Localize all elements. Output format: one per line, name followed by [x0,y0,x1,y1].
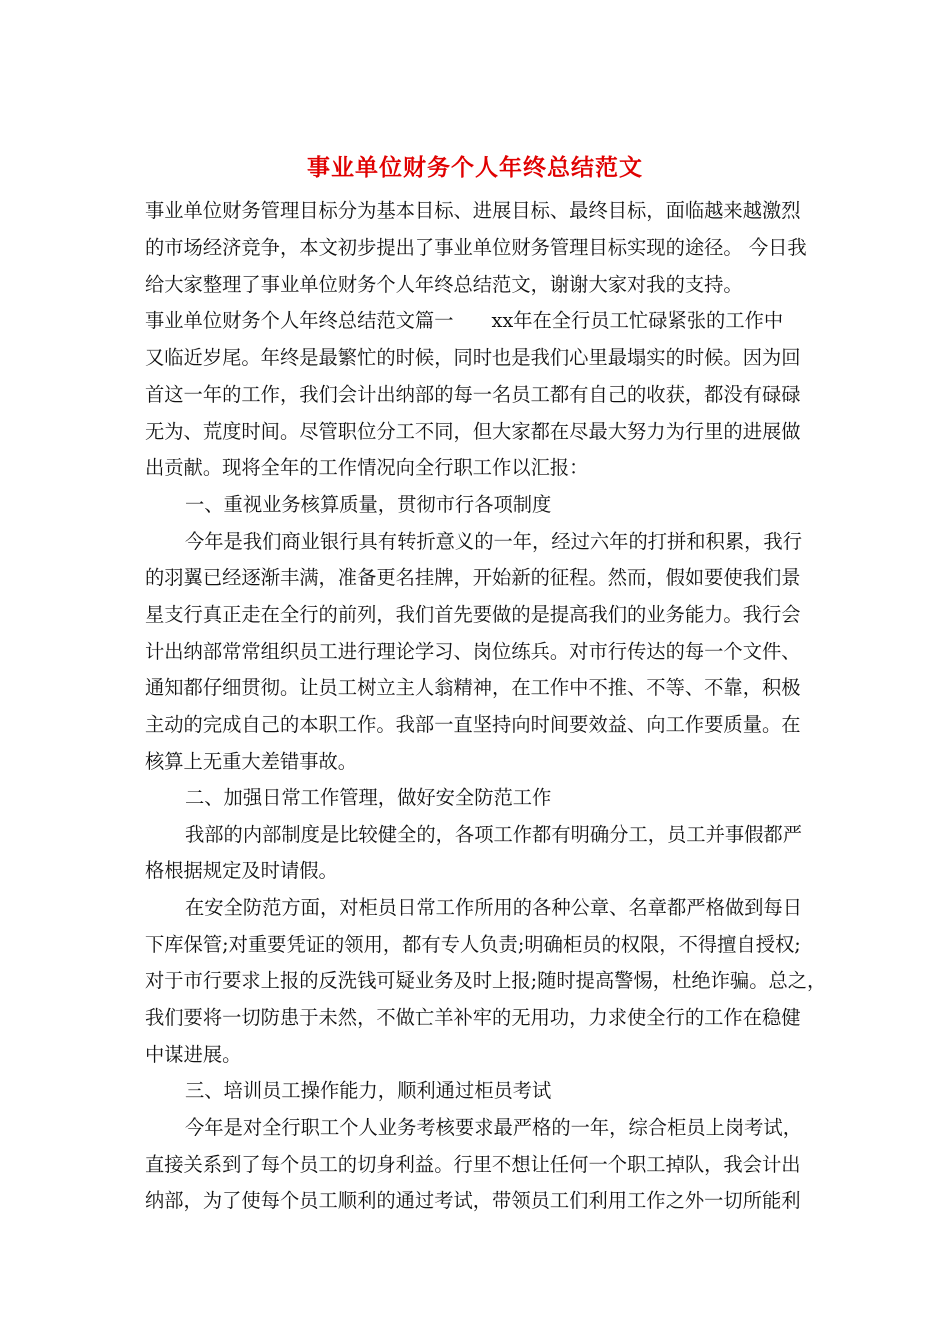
document-title: 事业单位财务个人年终总结范文 [307,154,643,181]
paragraph-line: 又临近岁尾。年终是最繁忙的时候，同时也是我们心里最塌实的时候。因为回 [145,346,801,369]
paragraph-line [145,306,815,336]
paragraph-line: 主动的完成自己的本职工作。我部一直坚持向时间要效益、向工作要质量。在 [145,713,801,736]
paragraph-line: 事业单位财务管理目标分为基本目标、进展目标、最终目标，面临越来越激烈 [145,199,801,222]
paragraph-line: 我们要将一切防患于未然，不做亡羊补牢的无用功，力求使全行的工作在稳健 [145,1006,801,1029]
paragraph-line: 中谋进展。 [145,1043,242,1066]
paragraph-line: 核算上无重大差错事故。 [145,750,358,773]
paragraph-line: 今年是我们商业银行具有转折意义的一年，经过六年的打拼和积累，我行 [185,530,802,553]
paragraph-line: 下库保管;对重要凭证的领用，都有专人负责;明确柜员的权限，不得擅自授权; [145,933,801,956]
paragraph-line: 在安全防范方面，对柜员日常工作所用的各种公章、名章都严格做到每日 [185,896,802,919]
paragraph-line: 通知都仔细贯彻。让员工树立主人翁精神，在工作中不推、不等、不靠，积极 [145,676,801,699]
paragraph-line: 的市场经济竞争，本文初步提出了事业单位财务管理目标实现的途径。 今日我 [145,236,807,259]
paragraph-line: 纳部，为了使每个员工顺利的通过考试，带领员工们利用工作之外一切所能利 [145,1189,801,1212]
paragraph-line: 今年是对全行职工个人业务考核要求最严格的一年，综合柜员上岗考试， [185,1116,802,1139]
paragraph-line: 我部的内部制度是比较健全的，各项工作都有明确分工，员工并事假都严 [185,823,802,846]
paragraph-line: 给大家整理了事业单位财务个人年终总结范文，谢谢大家对我的支持。 [145,273,743,296]
section-heading-text: 事业单位财务个人年终总结范文篇一 [145,309,454,332]
paragraph-line: 无为、荒度时间。尽管职位分工不同，但大家都在尽最大努力为行里的进展做 [145,420,801,443]
section-heading: 二、加强日常工作管理，做好安全防范工作 [185,786,552,809]
paragraph-line: 的羽翼已经逐渐丰满，准备更名挂牌，开始新的征程。然而，假如要使我们景 [145,566,801,589]
paragraph-line: 星支行真正走在全行的前列，我们首先要做的是提高我们的业务能力。我行会 [145,603,801,626]
paragraph-line: 直接关系到了每个员工的切身利益。行里不想让任何一个职工掉队，我会计出 [145,1153,801,1176]
paragraph-line: 出贡献。现将全年的工作情况向全行职工作以汇报： [145,456,589,479]
paragraph-text: xx年在全行员工忙碌紧张的工作中 [491,309,784,332]
paragraph-line: 对于市行要求上报的反洗钱可疑业务及时上报;随时提高警惕，杜绝诈骗。总之， [145,969,827,992]
section-heading: 三、培训员工操作能力，顺利通过柜员考试 [185,1079,552,1102]
paragraph-line: 计出纳部常常组织员工进行理论学习、岗位练兵。对市行传达的每一个文件、 [145,640,801,663]
paragraph-line: 格根据规定及时请假。 [145,859,338,882]
section-heading: 一、重视业务核算质量，贯彻市行各项制度 [185,493,552,516]
paragraph-line: 首这一年的工作，我们会计出纳部的每一名员工都有自己的收获，都没有碌碌 [145,383,801,406]
